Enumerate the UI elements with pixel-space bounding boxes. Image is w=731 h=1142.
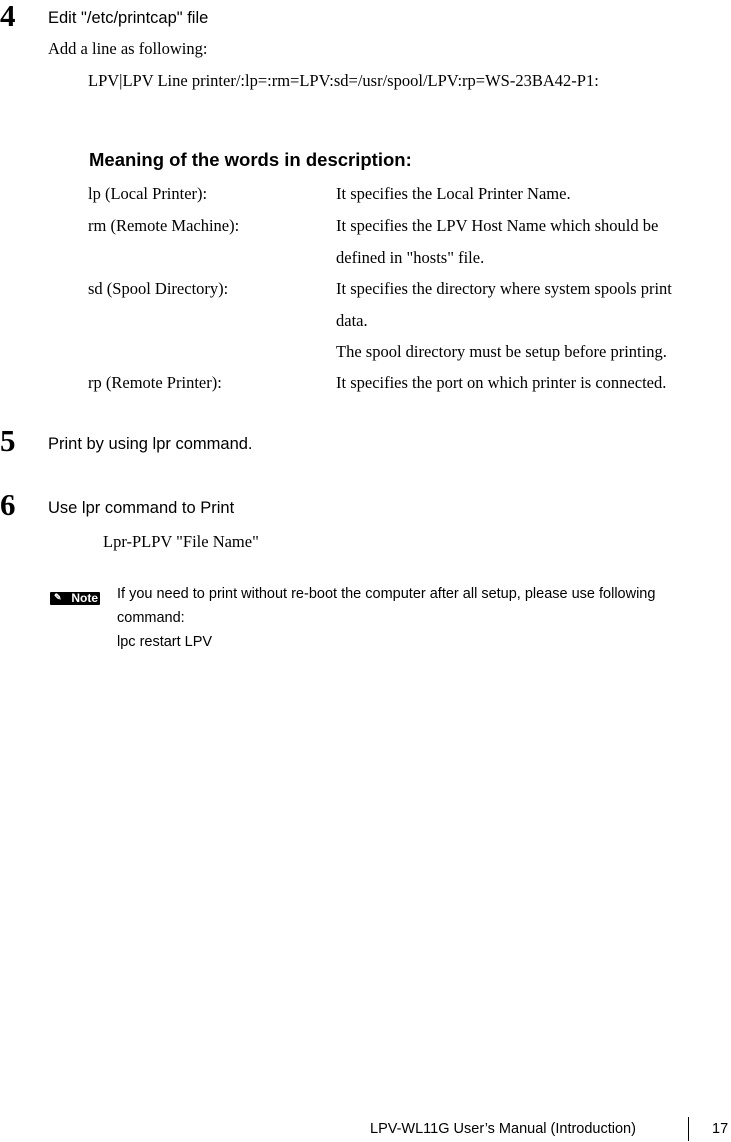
meaning-heading: Meaning of the words in description: xyxy=(89,149,412,170)
definition-text: It specifies the LPV Host Name which should be xyxy=(336,216,659,235)
definition-text: The spool directory must be setup before printing. xyxy=(336,342,667,361)
note-label: Note xyxy=(71,591,98,605)
note-text: command: xyxy=(117,610,185,626)
step-title: Edit "/etc/printcap" file xyxy=(48,9,209,27)
definition-text: defined in "hosts" file. xyxy=(336,248,485,267)
pencil-icon: ✎ xyxy=(54,592,62,602)
note-badge xyxy=(50,592,100,605)
step-intro: Add a line as following: xyxy=(48,39,208,58)
step-number: 5 xyxy=(0,423,16,458)
lpr-command: Lpr-PLPV "File Name" xyxy=(103,532,259,551)
definition-text: It specifies the Local Printer Name. xyxy=(336,184,571,203)
step-number: 4 xyxy=(0,0,16,33)
note-text: If you need to print without re-boot the computer after all setup, please use following xyxy=(117,586,656,602)
printcap-line: LPV|LPV Line printer/:lp=:rm=LPV:sd=/usr/spool/LPV:rp=WS-23BA42-P1: xyxy=(88,71,599,90)
footer-manual-title: LPV-WL11G User’s Manual (Introduction) xyxy=(370,1121,636,1137)
page-number: 17 xyxy=(712,1121,729,1137)
definition-text: It specifies the port on which printer is connected. xyxy=(336,373,667,392)
definition-text: data. xyxy=(336,311,368,330)
step-number: 6 xyxy=(0,487,16,522)
definition-term: rp (Remote Printer): xyxy=(88,373,222,392)
definition-term: sd (Spool Directory): xyxy=(88,279,229,298)
definition-text: It specifies the directory where system spools print xyxy=(336,279,672,298)
footer-divider xyxy=(688,1117,689,1141)
definition-term: lp (Local Printer): xyxy=(88,184,208,203)
note-text: lpc restart LPV xyxy=(117,634,213,650)
step-title: Use lpr command to Print xyxy=(48,499,235,517)
step-title: Print by using lpr command. xyxy=(48,435,253,453)
definition-term: rm (Remote Machine): xyxy=(88,216,240,235)
